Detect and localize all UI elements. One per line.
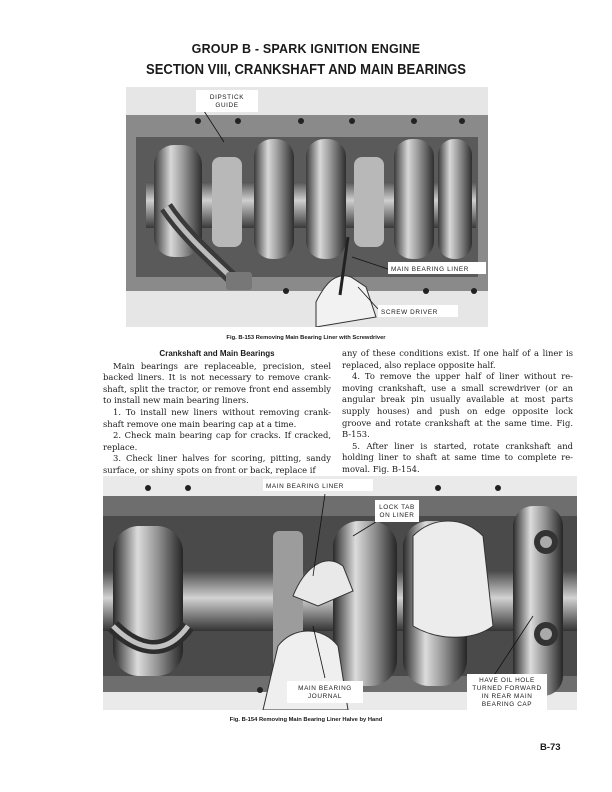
paragraph-step-2: 2. Check main bearing cap for cracks. If cracked, replace.	[103, 430, 331, 452]
label-journal-2: JOURNAL	[307, 693, 343, 700]
figure-b154-photo	[103, 476, 577, 710]
label-lock-tab-1: LOCK TAB	[379, 504, 415, 511]
text-column-left	[103, 348, 331, 477]
label-lock-tab-2: ON LINER	[379, 512, 415, 519]
paragraph-step-4: 4. To remove the upper half of liner without re-moving crankshaft, use a small screwdriver (or an angular break pin usually available at most parts supply houses) and push on edge opposite lock groove and rotate crankshaft at the same time. Fig. B-153.	[342, 371, 573, 440]
label-dipstick-guide-2: GUIDE	[215, 102, 239, 109]
label-journal-1: MAIN BEARING	[298, 685, 352, 692]
section-title: SECTION VIII, CRANKSHAFT AND MAIN BEARINGS	[146, 62, 466, 78]
paragraph-step-3-end: any of these conditions exist. If one half of a liner is replaced, also replace opposite half.	[342, 348, 573, 370]
paragraph-step-3-start: 3. Check liner halves for scoring, pitting, sandy surface, or shiny spots on front or back, replace if	[103, 453, 331, 475]
label-oil-hole-3: IN REAR MAIN	[481, 693, 533, 700]
page-number: B-73	[540, 742, 561, 753]
figure-b154-caption: Fig. B-154 Removing Main Bearing Liner Halve by Hand	[229, 717, 383, 723]
paragraph-step-1: 1. To install new liners without removing crank-shaft remove one main bearing cap at a time.	[103, 406, 331, 429]
text-column-right	[342, 348, 573, 476]
label-main-bearing-liner: MAIN BEARING LINER	[391, 266, 469, 273]
subheading: Crankshaft and Main Bearings	[159, 349, 275, 358]
paragraph-intro: Main bearings are replaceable, precision, steel backed liners. It is not necessary to remove crank-shaft, split the tractor, or remove front end assembly to install new main bearing liners.	[103, 360, 331, 406]
label-screw-driver: SCREW DRIVER	[381, 309, 438, 316]
label-oil-hole-2: TURNED FORWARD	[472, 685, 542, 692]
label-oil-hole-4: BEARING CAP	[481, 701, 533, 708]
paragraph-step-5: 5. After liner is started, rotate crankshaft and holding liner to shaft at same time to complete re-moval. Fig. B-154.	[342, 440, 573, 474]
figure-b153-photo	[126, 87, 488, 327]
figure-b153-caption: Fig. B-153 Removing Main Bearing Liner with Screwdriver	[226, 335, 386, 341]
label-dipstick-guide-1: DIPSTICK	[209, 94, 245, 101]
label-main-bearing-liner-b154: MAIN BEARING LINER	[266, 483, 344, 490]
group-title: GROUP B - SPARK IGNITION ENGINE	[191, 42, 421, 56]
label-oil-hole-1: HAVE OIL HOLE	[479, 677, 535, 684]
